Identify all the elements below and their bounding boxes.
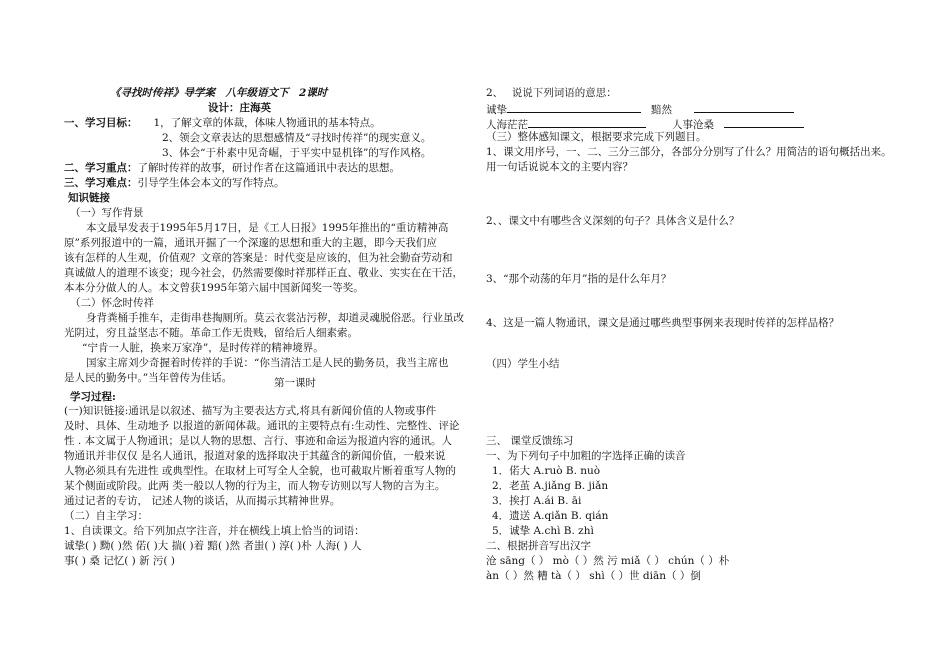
process-line-1: (一)知识链接:通讯是以叙述、描写为主要表达方式,将具有新闻价值的人物或事件 [64,405,437,417]
option-5: 5．诚挚 A.chì B. zhì [492,525,594,537]
process-line-6: 某个侧面或阶段。此两 类一般以人物的行为主，而人物专访则以写人物的言为主。 [64,480,446,492]
goals-heading: 一、学习目标： [64,117,138,129]
lesson-one-heading: 第一课时 [274,377,316,389]
answer-blank-2[interactable] [694,101,794,113]
feedback-part-2: 二、根据拼音写出汉字 [486,540,591,552]
option-2: 2．老茧 A.jiǎng B. jiǎn [492,480,609,492]
background-line-2: 原”系列报道中的一篇，通讯开掘了一个深邃的思想和重大的主题，即今天我们应 [64,237,437,249]
difficulty-heading: 三、学习难点： [64,177,138,189]
designer: 设计：庄海英 [208,102,271,114]
difficulty-line [64,176,285,191]
process-line-3: 性 . 本文属于人物通讯；是以人物的思想、言行、事迹和命运为报道内容的通讯。人 [64,435,453,447]
pinyin-line-2: àn（ ）然 糟 tà（ ） shì（ ）世 diān（ ）倒 [486,570,701,582]
background-heading: （一）写作背景 [70,207,144,219]
doc-title: 《寻找时传祥》导学案 八年级语文下 2课时 [110,87,328,99]
memorial-line-2: 光阴过，穷且益坚志不随。革命工作无贵贱，留给后人细素索。 [64,327,358,339]
question-r2: 2、、课文中有哪些含义深刻的句子？具体含义是什么？ [486,215,740,227]
word-anran: 黯然 [651,104,672,116]
process-line-2: 及时、具体、生动地予 以报道的新闻体裁。通讯的主要特点有:生动性、完整性、评论 [64,420,460,432]
memorial-heading: （二）怀念时传祥 [70,297,154,309]
word-renhai: 人海茫茫 [486,119,528,131]
goals-line-1 [64,116,381,131]
process-line-4: 物通讯并非仅仅 是名人通讯，报道对象的选择取决于其蕴含的新闻价值，一般来说 [64,450,446,462]
knowledge-heading: 知识链接 [68,192,110,204]
memorial-line-1: 身背粪桶手推车，走街串巷掏厕所。莫云衣裳沾污秽，却道灵魂脱俗恶。行业虽改 [86,312,464,324]
vocab-line-2: 事( ) 桑 记忆( ) 新 污( ) [64,555,175,567]
answer-blank-3[interactable] [528,116,646,128]
question-r1-b: 用一句话说说本文的主要内容？ [486,161,633,173]
goal-3: 3、体会“于朴素中见奇崛，于平实中显机锋”的写作风格。 [162,147,432,159]
feedback-part-1: 一、为下列句子中加粗的字选择正确的读音 [486,450,686,462]
question-2: 2、 说说下列词语的意思： [486,87,617,99]
process-line-7: 通过记者的专访， 记述人物的谈话，从而揭示其精神世界。 [64,495,341,507]
section-3-heading: （三）整体感知课文，根据要求完成下列题目。 [486,131,707,143]
option-1: 1．偌大 A.ruò B. nuò [492,465,601,477]
memorial-line-3: “宁肯一人脏，换来万家净”，是时传祥的精神境界。 [82,342,324,354]
word-chengzhi: 诚挚 [486,104,507,116]
goal-1: 1，了解文章的体裁，体味人物通讯的基本特点。 [153,117,381,129]
process-heading: 学习过程: [70,391,116,403]
question-r1-a: 1、课文用序号，一、二、三分三部分，各部分分别写了什么？用简洁的语句概括出来。 [486,146,892,158]
memorial-line-5: 是人民的勤务中。”当年曾传为佳话。 [64,372,233,384]
answer-blank-4[interactable] [724,116,804,128]
background-line-1: 本文最早发表于1995年5月17日，是《工人日报》1995年推出的“重访精神高 [86,222,449,234]
question-r3: 3、“那个动荡的年月”指的是什么年月？ [486,273,672,285]
option-3: 3．挨打 A.ái B. āi [492,495,582,507]
key-point: 了解时传祥的故事，研讨作者在这篇通讯中表达的思想。 [137,162,400,174]
question-r4: 4、这是一篇人物通讯，课文是通过哪些典型事例来表现时传祥的怎样品格？ [486,317,840,329]
word-renshi: 人事沧桑 [672,119,714,131]
pinyin-line-1: 沧 sāng（ ） mò（ ）然 污 miǎ（ ） chún（ ）朴 [486,555,730,567]
option-4: 4．遗送 A.qiǎn B. qián [492,510,609,522]
memorial-line-4: 国家主席刘少奇握着时传祥的手说：“你当清洁工是人民的勤务员，我当主席也 [86,357,449,369]
process-line-5: 人物必须具有先进性 或典型性。在取材上可写全人全貌，也可截取片断着重写人物的 [64,465,456,477]
background-line-5: 本本分分做人的人。本文曾获1995年第六届中国新闻奖一等奖。 [64,282,364,294]
goal-2: 2、领会文章表达的思想感情及“寻找时传祥”的现实意义。 [162,132,432,144]
answer-blank-1[interactable] [507,101,641,113]
key-point-line [64,161,400,176]
self-study-heading: （二）自主学习： [64,510,148,522]
feedback-heading: 三、 课堂反馈练习 [486,435,574,447]
background-line-4: 真诚做人的道理不该变；现今社会，仍然需要像时祥那样正直、敬业、实实在在干活， [64,267,463,279]
vocab-line-1: 诚挚( ) 黝( )然 偌( )大 揣( )着 黯( )然 者蚩( ) 淳( )朴 人海( ) 人 [64,540,362,552]
summary-heading: （四）学生小结 [486,358,560,370]
background-line-3: 该有怎样的人生观，价值观？文章的答案是：时代变是应该的，但为社会勤奋劳动和 [64,252,453,264]
self-study-instruction: 1、自读课文。给下列加点字注音，并在横线上填上恰当的词语： [64,525,365,537]
difficulty: 引导学生体会本文的写作特点。 [137,177,285,189]
key-point-heading: 二、学习重点： [64,162,138,174]
